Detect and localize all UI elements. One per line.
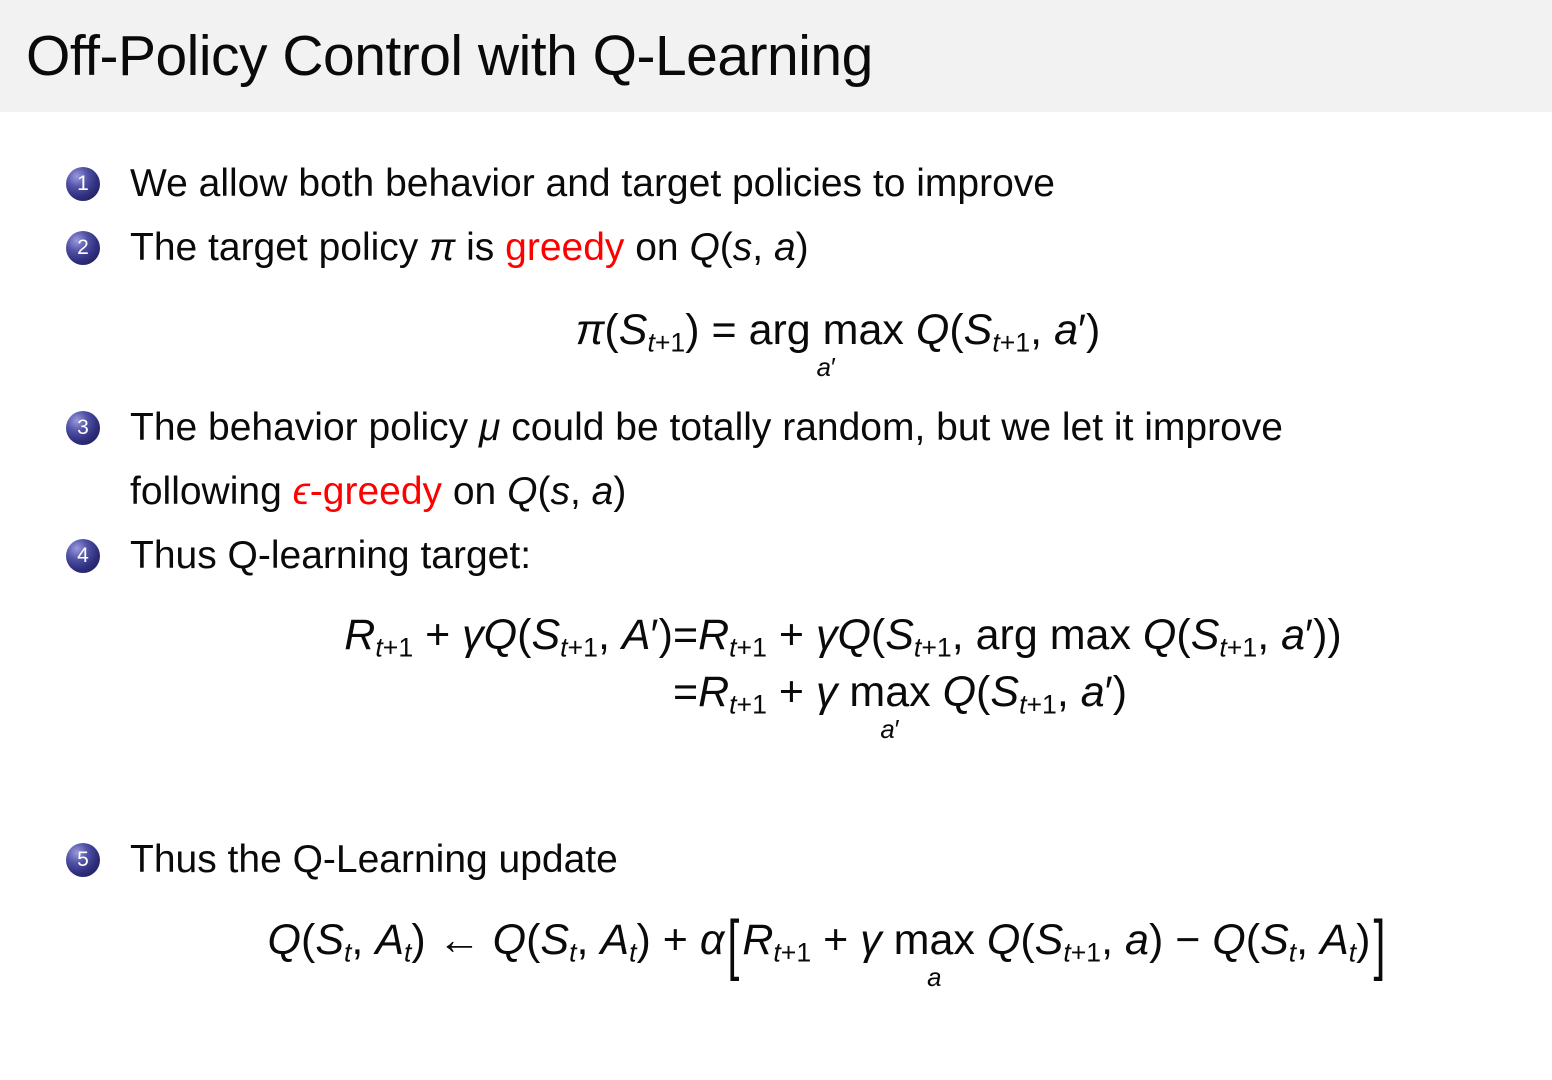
list-item-3 xyxy=(62,396,1524,524)
list-item-1 xyxy=(62,152,1524,216)
list-item-4 xyxy=(62,524,1524,588)
vertical-spacer xyxy=(62,744,1524,828)
equation-target-row1-lhs: Rt+1 + γQ(St+1, A′) xyxy=(344,610,673,663)
equation-target-row1-rhs: =Rt+1 + γQ(St+1, arg max Q(St+1, a′)) xyxy=(672,610,1342,663)
slide-content xyxy=(0,112,1552,992)
item-1-text: We allow both behavior and target policies to improve xyxy=(130,162,1055,205)
equation-target-row2-lhs xyxy=(344,665,673,744)
equation-q-learning-update: Q(St, At) ← Q(St, At) + α[Rt+1 + γ max a Q(St+1, a) − Q(St, At)] xyxy=(267,907,1386,993)
item-5-number-ball: 5 xyxy=(66,843,100,877)
list-item-5 xyxy=(62,828,1524,892)
item-2-text: The target policy π is greedy on Q(s, a) xyxy=(130,226,809,269)
item-4-number-ball: 4 xyxy=(66,539,100,573)
item-2-number-ball: 2 xyxy=(66,231,100,265)
list-item-2 xyxy=(62,216,1524,280)
equation-target-row2-rhs: =Rt+1 + γ max a′ Q(St+1, a′) xyxy=(672,668,1128,745)
title-bar xyxy=(0,0,1552,112)
item-3-text: The behavior policy μ could be totally random, but we let it improve following ϵ-greedy on Q(s, a) xyxy=(130,405,1283,513)
slide-title: Off-Policy Control with Q-Learning xyxy=(26,24,873,88)
equation-greedy-policy: π(St+1) = arg max a′ Q(St+1, a′) xyxy=(575,306,1101,383)
item-4-text: Thus Q-learning target: xyxy=(130,533,532,577)
item-1-number-ball: 1 xyxy=(66,167,100,201)
item-3-number-ball: 3 xyxy=(66,411,100,445)
equation-q-learning-target xyxy=(344,608,1341,744)
item-5-text: Thus the Q-Learning update xyxy=(130,837,618,881)
